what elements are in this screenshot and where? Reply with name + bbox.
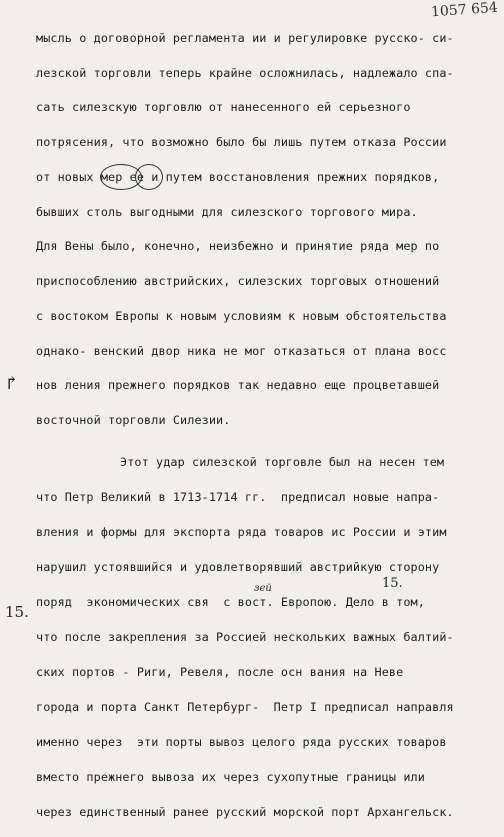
text-line: с востоком Европы к новым условиям к новым обстоятельства [36, 309, 447, 323]
text-line: однако- венский двор ника не мог отказаться от плана восс [36, 344, 447, 358]
text-line: поряд экономических свя с вост. Европою. Дело в том, [36, 595, 425, 609]
text-line: потрясения, что возможно было бы лишь путем отказа России [36, 135, 447, 149]
text-line: от новых мер ее и путем восстановления прежних порядков, [36, 170, 440, 184]
inline-number-note: 15. [382, 576, 403, 591]
text-line: города и порта Санкт Петербург- Петр I предписал направля [36, 700, 454, 714]
text-line: Для Вены было, конечно, неизбежно и принятие ряда мер по [36, 239, 440, 253]
text-line: через единственный ранее русский морской порт Архангельск. [36, 805, 454, 819]
superscript-insert-note: зей [254, 583, 272, 594]
text-line: восточной торговли Силезии. [36, 413, 231, 427]
text-line: именно через эти порты вывоз целого ряда русских товаров [36, 735, 447, 749]
text-line: мысль о договорной регламента ии и регулировке русско- си- [36, 31, 454, 45]
text-line: Этот удар силезской торговле был на несен тем [120, 455, 445, 469]
editor-circle-mark [135, 164, 163, 190]
text-line: нарушил устоявшийся и удовлетворявший австрийкую сторону [36, 560, 440, 574]
text-line: приспособлению австрийских, силезских торговых отношений [36, 274, 440, 288]
text-line: сать силезскую торговлю от нанесенного ей серьезного [36, 100, 411, 114]
text-line: вления и формы для экспорта ряда товаров ис России и этим [36, 525, 447, 539]
text-line: что после закрепления за Россией нескольких важных балтий- [36, 630, 454, 644]
text-line: бывших столь выгодными для силезского торгового мира. [36, 205, 418, 219]
text-line: ских портов - Риги, Ревеля, после осн вания на Неве [36, 665, 404, 679]
text-line: лезской торговли теперь крайне осложнилась, надлежало спа- [36, 66, 454, 80]
margin-number-note: 15. [5, 603, 29, 621]
text-line: нов ления прежнего порядков так недавно еще процветавшей [36, 378, 440, 392]
text-line: вместо прежнего вывоза их через сухопутные границы или [36, 770, 425, 784]
margin-arrow-mark: ↱ [4, 373, 20, 394]
text-line: что Петр Великий в 1713-1714 гг. предписал новые напра- [36, 490, 440, 504]
folio-number: 1057 654 [430, 0, 499, 21]
